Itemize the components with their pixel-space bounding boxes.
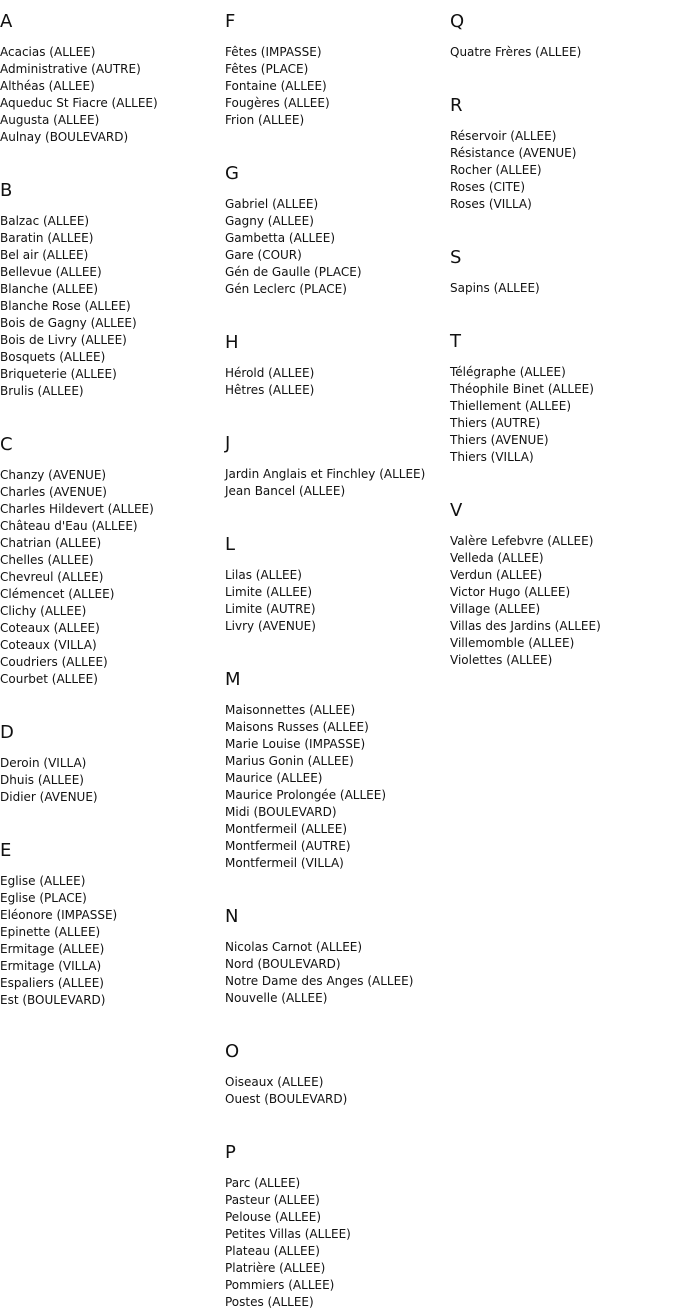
street-list <box>450 44 581 61</box>
street-list <box>0 467 154 688</box>
street-item: Charles Hildevert (ALLEE) <box>0 502 154 516</box>
street-item: Lilas (ALLEE) <box>225 568 302 582</box>
street-item: Marius Gonin (ALLEE) <box>225 754 354 768</box>
street-item: Clichy (ALLEE) <box>0 604 87 618</box>
street-item: Réservoir (ALLEE) <box>450 129 557 143</box>
street-list <box>225 196 362 298</box>
street-item: Hérold (ALLEE) <box>225 366 315 380</box>
street-item: Bois de Livry (ALLEE) <box>0 333 127 347</box>
street-item: Midi (BOULEVARD) <box>225 805 337 819</box>
street-item: Nicolas Carnot (ALLEE) <box>225 940 363 954</box>
street-item: Clémencet (ALLEE) <box>0 587 115 601</box>
street-item: Montfermeil (VILLA) <box>225 856 344 870</box>
section-letter: P <box>225 1142 236 1163</box>
street-item: Administrative (AUTRE) <box>0 62 141 76</box>
street-item: Livry (AVENUE) <box>225 619 316 633</box>
street-item: Limite (AUTRE) <box>225 602 316 616</box>
street-item: Fontaine (ALLEE) <box>225 79 327 93</box>
street-item: Dhuis (ALLEE) <box>0 773 84 787</box>
street-item: Montfermeil (AUTRE) <box>225 839 351 853</box>
street-item: Gén de Gaulle (PLACE) <box>225 265 362 279</box>
street-item: Oiseaux (ALLEE) <box>225 1075 324 1089</box>
street-list <box>225 702 386 872</box>
street-item: Chatrian (ALLEE) <box>0 536 102 550</box>
section-letter: G <box>225 163 239 184</box>
street-item: Maisonnettes (ALLEE) <box>225 703 356 717</box>
street-list <box>225 44 330 129</box>
street-item: Maurice Prolongée (ALLEE) <box>225 788 386 802</box>
street-list <box>225 1175 351 1311</box>
street-item: Ermitage (ALLEE) <box>0 942 105 956</box>
street-item: Gabriel (ALLEE) <box>225 197 319 211</box>
street-item: Télégraphe (ALLEE) <box>450 365 566 379</box>
section-letter: D <box>0 722 14 743</box>
section-letter: B <box>0 180 13 201</box>
street-item: Château d'Eau (ALLEE) <box>0 519 138 533</box>
street-item: Brulis (ALLEE) <box>0 384 84 398</box>
street-item: Violettes (ALLEE) <box>450 653 553 667</box>
street-item: Villemomble (ALLEE) <box>450 636 575 650</box>
street-list <box>225 365 314 399</box>
street-item: Pasteur (ALLEE) <box>225 1193 320 1207</box>
street-item: Chelles (ALLEE) <box>0 553 94 567</box>
street-item: Postes (ALLEE) <box>225 1295 314 1309</box>
street-item: Baratin (ALLEE) <box>0 231 94 245</box>
section-letter: T <box>450 331 461 352</box>
street-item: Frion (ALLEE) <box>225 113 305 127</box>
street-item: Rocher (ALLEE) <box>450 163 542 177</box>
street-item: Fougères (ALLEE) <box>225 96 330 110</box>
street-item: Charles (AVENUE) <box>0 485 107 499</box>
street-item: Sapins (ALLEE) <box>450 281 540 295</box>
section-letter: C <box>0 434 13 455</box>
street-item: Limite (ALLEE) <box>225 585 313 599</box>
section-letter: E <box>0 840 12 861</box>
street-item: Victor Hugo (ALLEE) <box>450 585 571 599</box>
street-item: Montfermeil (ALLEE) <box>225 822 347 836</box>
street-item: Eglise (ALLEE) <box>0 874 86 888</box>
street-item: Fêtes (IMPASSE) <box>225 45 322 59</box>
street-item: Didier (AVENUE) <box>0 790 98 804</box>
street-item: Briqueterie (ALLEE) <box>0 367 117 381</box>
street-list <box>450 128 576 213</box>
street-item: Gagny (ALLEE) <box>225 214 314 228</box>
street-item: Gambetta (ALLEE) <box>225 231 336 245</box>
street-list <box>450 364 594 466</box>
street-item: Jean Bancel (ALLEE) <box>225 484 346 498</box>
street-item: Coteaux (ALLEE) <box>0 621 100 635</box>
street-item: Bosquets (ALLEE) <box>0 350 106 364</box>
street-item: Roses (VILLA) <box>450 197 532 211</box>
street-item: Balzac (ALLEE) <box>0 214 90 228</box>
street-item: Althéas (ALLEE) <box>0 79 95 93</box>
street-item: Maurice (ALLEE) <box>225 771 323 785</box>
street-item: Aqueduc St Fiacre (ALLEE) <box>0 96 158 110</box>
street-item: Gén Leclerc (PLACE) <box>225 282 347 296</box>
street-item: Chevreul (ALLEE) <box>0 570 104 584</box>
street-item: Thiers (AUTRE) <box>450 416 541 430</box>
street-item: Jardin Anglais et Finchley (ALLEE) <box>225 467 426 481</box>
street-item: Village (ALLEE) <box>450 602 541 616</box>
street-list <box>225 567 316 635</box>
street-item: Thiers (VILLA) <box>450 450 534 464</box>
section-letter: L <box>225 534 236 555</box>
street-item: Velleda (ALLEE) <box>450 551 544 565</box>
street-item: Hêtres (ALLEE) <box>225 383 315 397</box>
street-item: Thiellement (ALLEE) <box>450 399 572 413</box>
street-item: Pelouse (ALLEE) <box>225 1210 322 1224</box>
section-letter: A <box>0 11 13 32</box>
street-list <box>0 873 117 1009</box>
street-item: Deroin (VILLA) <box>0 756 87 770</box>
street-item: Maisons Russes (ALLEE) <box>225 720 369 734</box>
street-item: Nord (BOULEVARD) <box>225 957 341 971</box>
street-item: Eléonore (IMPASSE) <box>0 908 118 922</box>
section-letter: O <box>225 1041 240 1062</box>
street-item: Quatre Frères (ALLEE) <box>450 45 582 59</box>
street-list <box>225 466 425 500</box>
street-item: Bois de Gagny (ALLEE) <box>0 316 137 330</box>
street-item: Ouest (BOULEVARD) <box>225 1092 348 1106</box>
street-list <box>0 755 98 806</box>
street-item: Blanche (ALLEE) <box>0 282 99 296</box>
street-list <box>225 1074 347 1108</box>
street-item: Pommiers (ALLEE) <box>225 1278 335 1292</box>
street-list <box>0 44 158 146</box>
street-item: Epinette (ALLEE) <box>0 925 101 939</box>
street-item: Valère Lefebvre (ALLEE) <box>450 534 594 548</box>
street-item: Plateau (ALLEE) <box>225 1244 320 1258</box>
section-letter: J <box>225 433 231 454</box>
street-item: Eglise (PLACE) <box>0 891 87 905</box>
street-list <box>450 533 601 669</box>
street-item: Est (BOULEVARD) <box>0 993 106 1007</box>
street-item: Théophile Binet (ALLEE) <box>450 382 594 396</box>
street-item: Parc (ALLEE) <box>225 1176 301 1190</box>
section-letter: F <box>225 11 236 32</box>
street-list <box>225 939 413 1007</box>
street-item: Résistance (AVENUE) <box>450 146 577 160</box>
street-item: Petites Villas (ALLEE) <box>225 1227 351 1241</box>
street-item: Ermitage (VILLA) <box>0 959 102 973</box>
street-item: Courbet (ALLEE) <box>0 672 98 686</box>
street-item: Gare (COUR) <box>225 248 302 262</box>
street-item: Aulnay (BOULEVARD) <box>0 130 129 144</box>
street-item: Notre Dame des Anges (ALLEE) <box>225 974 414 988</box>
section-letter: V <box>450 500 463 521</box>
street-item: Coteaux (VILLA) <box>0 638 97 652</box>
street-item: Coudriers (ALLEE) <box>0 655 108 669</box>
section-letter: Q <box>450 11 465 32</box>
street-item: Verdun (ALLEE) <box>450 568 543 582</box>
section-letter: N <box>225 906 239 927</box>
street-list <box>450 280 540 297</box>
section-letter: M <box>225 669 241 690</box>
section-letter: R <box>450 95 463 116</box>
street-item: Bel air (ALLEE) <box>0 248 89 262</box>
street-item: Nouvelle (ALLEE) <box>225 991 328 1005</box>
street-list <box>0 213 137 400</box>
street-item: Espaliers (ALLEE) <box>0 976 104 990</box>
street-item: Platrière (ALLEE) <box>225 1261 326 1275</box>
section-letter: S <box>450 247 462 268</box>
street-item: Chanzy (AVENUE) <box>0 468 107 482</box>
street-item: Bellevue (ALLEE) <box>0 265 102 279</box>
street-item: Thiers (AVENUE) <box>450 433 549 447</box>
street-item: Roses (CITE) <box>450 180 526 194</box>
section-letter: H <box>225 332 239 353</box>
street-item: Blanche Rose (ALLEE) <box>0 299 131 313</box>
street-item: Villas des Jardins (ALLEE) <box>450 619 601 633</box>
street-item: Fêtes (PLACE) <box>225 62 309 76</box>
street-item: Augusta (ALLEE) <box>0 113 100 127</box>
street-item: Marie Louise (IMPASSE) <box>225 737 366 751</box>
street-item: Acacias (ALLEE) <box>0 45 96 59</box>
